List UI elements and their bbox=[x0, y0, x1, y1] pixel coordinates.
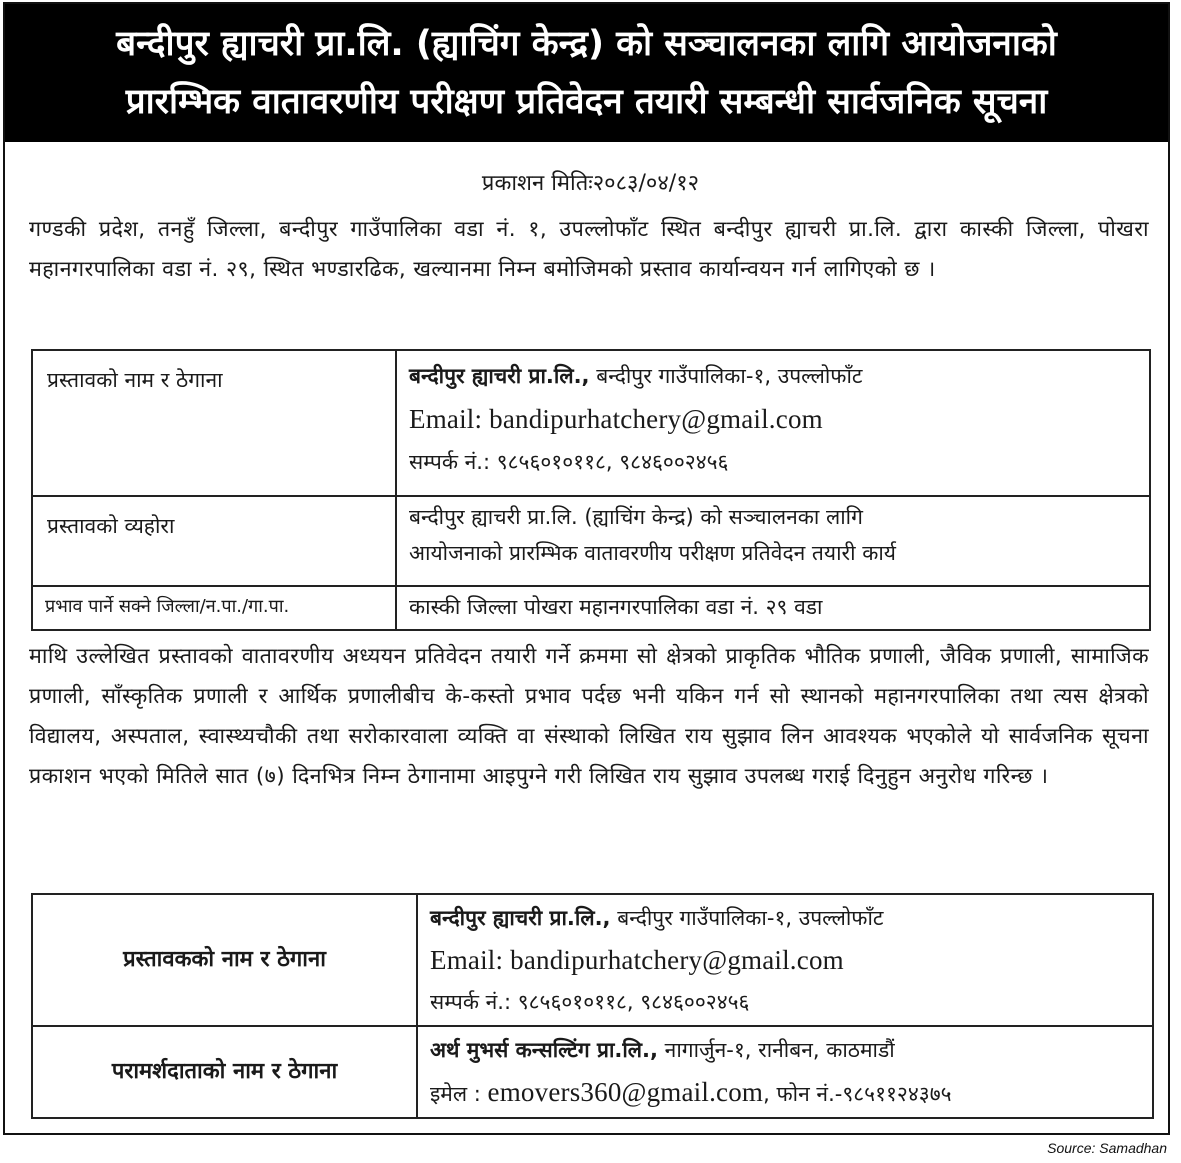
affected-area-value: कास्की जिल्ला पोखरा महानगरपालिका वडा नं. २९ वडा bbox=[396, 586, 1150, 630]
contact-proponent-label: प्रस्तावकको नाम र ठेगाना bbox=[32, 894, 417, 1026]
proposal-row-purpose bbox=[32, 496, 1150, 586]
affected-area-label: प्रभाव पार्ने सक्ने जिल्ला/न.पा./गा.पा. bbox=[32, 586, 396, 630]
contact-consultant-label: परामर्शदाताको नाम र ठेगाना bbox=[32, 1026, 417, 1118]
contact-proponent-phone: सम्पर्क नं.: ९८५६०१०११८, ९८४६००२४५६ bbox=[430, 990, 750, 1014]
proponent-contact: सम्पर्क नं.: ९८५६०१०११८, ९८४६००२४५६ bbox=[409, 450, 729, 474]
proponent-email: Email: bandipurhatchery@gmail.com bbox=[409, 404, 823, 434]
proposal-name-label: प्रस्तावको नाम र ठेगाना bbox=[32, 350, 396, 496]
proponent-company: बन्दीपुर ह्याचरी प्रा.लि., bbox=[409, 364, 590, 388]
proponent-name-line bbox=[409, 355, 1137, 398]
proponent-address: बन्दीपुर गाउँपालिका-१, उपल्लोफाँट bbox=[589, 364, 863, 388]
contact-proponent-company: बन्दीपुर ह्याचरी प्रा.लि., bbox=[430, 906, 611, 930]
contact-proponent-email: Email: bandipurhatchery@gmail.com bbox=[430, 945, 844, 975]
consultant-phone: , फोन नं.-९८५११२४३७५ bbox=[763, 1082, 952, 1106]
proposal-row-name bbox=[32, 350, 1150, 496]
consultant-contact-line bbox=[430, 1071, 1140, 1115]
intro-paragraph: गण्डकी प्रदेश, तनहुँ जिल्ला, बन्दीपुर गाउँपालिका वडा नं. १, उपल्लोफाँट स्थित बन्दीपुर ह्याचरी प्रा.लि. द्वारा कास्की जिल्ला, पोखरा महानगरपालिका वडा नं. २९, स्थित भण्डारढिक, खल्यानमा निम्न बमोजिमको प्रस्ताव कार्यान्वयन गर्न लागिएको छ । bbox=[29, 217, 1149, 282]
contact-table bbox=[31, 893, 1154, 1119]
proposal-purpose-line-1: बन्दीपुर ह्याचरी प्रा.लि. (ह्याचिंग केन्द्र) को सञ्चालनका लागि bbox=[409, 505, 863, 529]
consultant-name-line bbox=[430, 1029, 1140, 1071]
header-title-line-2: प्रारम्भिक वातावरणीय परीक्षण प्रतिवेदन तयारी सम्बन्धी सार्वजनिक सूचना bbox=[125, 82, 1048, 122]
proposal-purpose-value bbox=[396, 496, 1150, 586]
proposal-table bbox=[31, 349, 1151, 631]
contact-consultant-value bbox=[417, 1026, 1153, 1118]
consultant-email: emovers360@gmail.com bbox=[487, 1077, 764, 1107]
header-title-line-1: बन्दीपुर ह्याचरी प्रा.लि. (ह्याचिंग केन्द्र) को सञ्चालनका लागि आयोजनाको bbox=[116, 24, 1057, 64]
body-paragraph: माथि उल्लेखित प्रस्तावको वातावरणीय अध्ययन प्रतिवेदन तयारी गर्ने क्रममा सो क्षेत्रको प्राकृतिक भौतिक प्रणाली, जैविक प्रणाली, सामाजिक प्रणाली, साँस्कृतिक प्रणाली र आर्थिक प्रणालीबीच के-कस्तो प्रभाव पर्दछ भनी यकिन गर्न सो स्थानको महानगरपालिका तथा त्यस क्षेत्रको विद्यालय, अस्पताल, स्वास्थ्यचौकी तथा सरोकारवाला व्यक्ति वा संस्थाको लिखित राय सुझाव लिन आवश्यक भएकोले यो सार्वजनिक सूचना प्रकाशन भएको मितिले सात (७) दिनभित्र निम्न ठेगानामा आइपुग्ने गरी लिखित राय सुझाव उपलब्ध गराई दिनुहुन अनुरोध गरिन्छ । bbox=[29, 644, 1149, 789]
proposal-purpose-label: प्रस्तावको व्यहोरा bbox=[32, 496, 396, 586]
contact-proponent-address: बन्दीपुर गाउँपालिका-१, उपल्लोफाँट bbox=[610, 906, 884, 930]
consultant-company: अर्थ मुभर्स कन्सल्टिंग प्रा.लि., bbox=[430, 1038, 658, 1062]
proposal-name-value bbox=[396, 350, 1150, 496]
notice-header bbox=[5, 4, 1168, 142]
publication-date: प्रकाशन मितिः२०८३/०४/१२ bbox=[481, 171, 700, 196]
proposal-row-affected-area bbox=[32, 586, 1150, 630]
consultant-email-prefix: इमेल : bbox=[430, 1082, 488, 1106]
consultant-address: नागार्जुन-१, रानीबन, काठमाडौं bbox=[658, 1038, 895, 1062]
proposal-purpose-line-2: आयोजनाको प्रारम्भिक वातावरणीय परीक्षण प्रतिवेदन तयारी कार्य bbox=[409, 541, 896, 565]
contact-row-consultant bbox=[32, 1026, 1153, 1118]
contact-proponent-value bbox=[417, 894, 1153, 1026]
contact-row-proponent bbox=[32, 894, 1153, 1026]
contact-proponent-name-line bbox=[430, 897, 1140, 939]
source-credit: Source: Samadhan bbox=[1047, 1140, 1167, 1156]
